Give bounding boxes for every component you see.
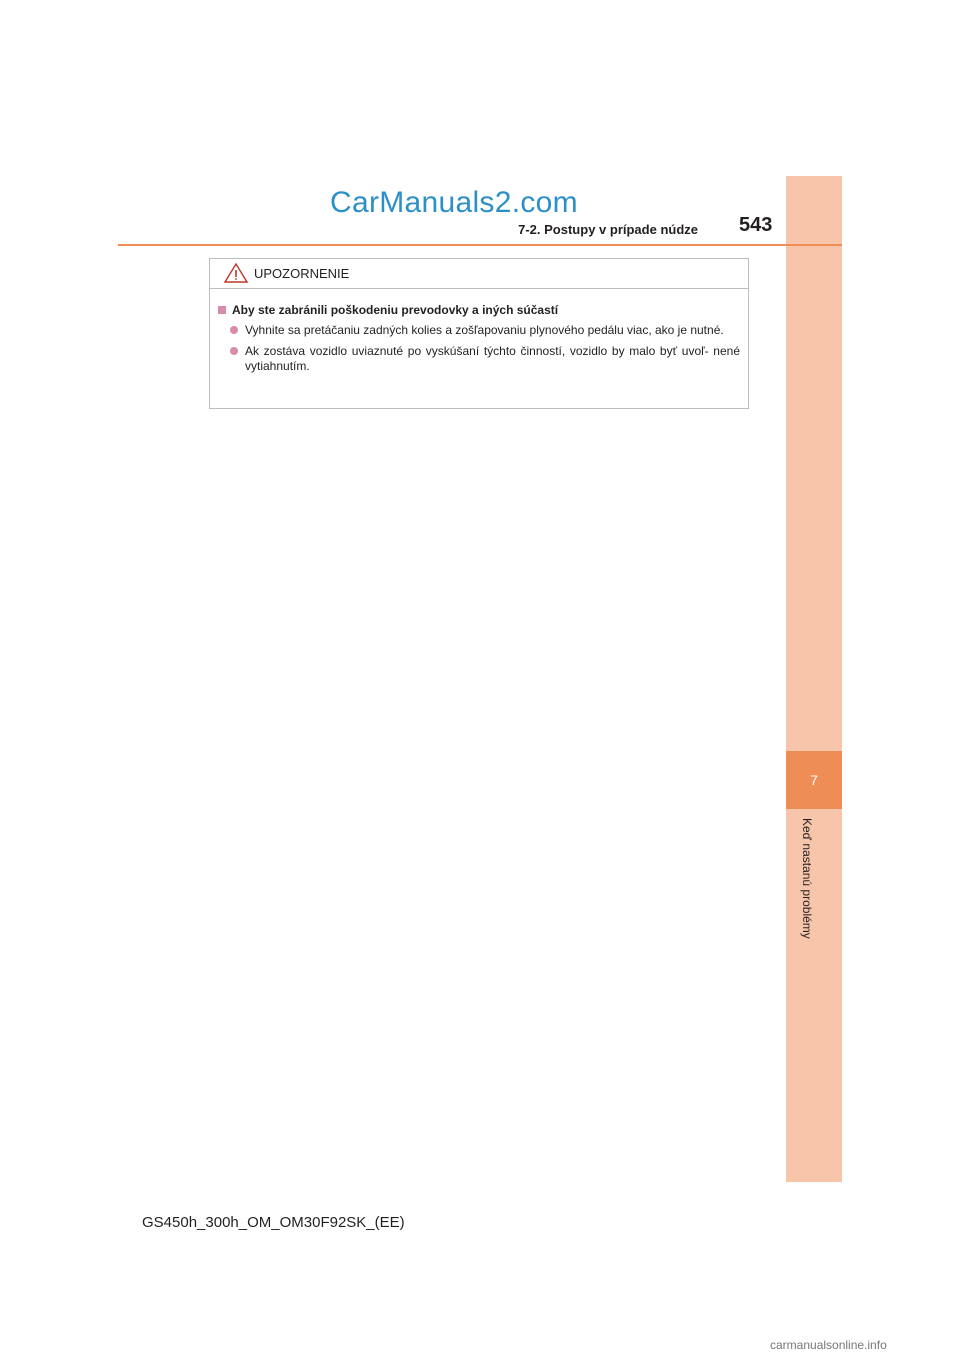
- header-rule: [118, 244, 842, 246]
- caution-body: [210, 289, 748, 374]
- chapter-title: Keď nastanú problémy: [800, 818, 814, 939]
- caution-label: UPOZORNENIE: [254, 266, 350, 281]
- caution-box: [209, 258, 749, 409]
- warning-triangle-icon: [224, 263, 248, 283]
- footer-document-code: GS450h_300h_OM_OM30F92SK_(EE): [142, 1214, 405, 1231]
- caution-bullet-text: Vyhnite sa pretáčaniu zadných kolies a zošľapovaniu plynového pedálu viac, ako je nutné.: [245, 323, 724, 337]
- side-tab: [786, 176, 842, 1182]
- caution-header: [210, 259, 748, 289]
- caution-heading-text: Aby ste zabránili poškodeniu prevodovky a iných súčastí: [232, 303, 559, 317]
- round-bullet-icon: [230, 326, 238, 334]
- caution-heading: [218, 303, 740, 317]
- caution-bullet-text: Ak zostáva vozidlo uviaznuté po vyskúšaní týchto činností, vozidlo by malo byť uvoľ- nené vytiahnutím.: [245, 344, 740, 373]
- page-number: 543: [739, 214, 773, 236]
- caution-bullet: [230, 344, 740, 374]
- watermark-bottom: carmanualsonline.info: [770, 1338, 887, 1352]
- square-bullet-icon: [218, 306, 226, 314]
- header-section-title: 7-2. Postupy v prípade núdze: [518, 222, 698, 237]
- round-bullet-icon: [230, 347, 238, 355]
- watermark-top: CarManuals2.com: [330, 186, 578, 219]
- caution-bullet: [230, 323, 740, 338]
- chapter-number-box: 7: [786, 751, 842, 809]
